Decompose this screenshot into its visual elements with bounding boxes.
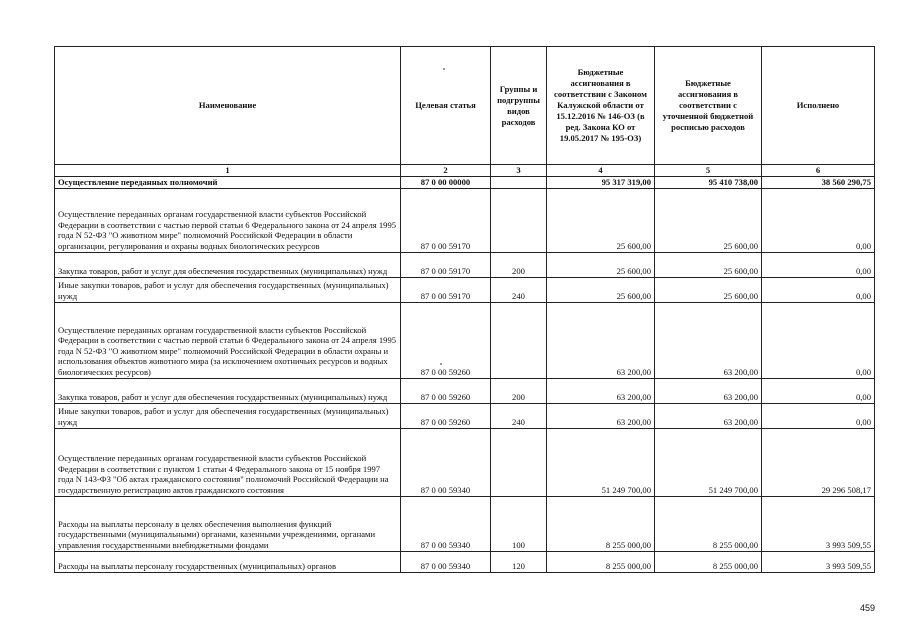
- row-target-code: 87 0 00 59340: [401, 496, 491, 551]
- row-target-code: 87 0 00 59340: [401, 551, 491, 572]
- row-law-amount: 25 600,00: [547, 252, 655, 277]
- row-group-code: 240: [491, 277, 547, 302]
- budget-table: [54, 46, 875, 573]
- column-number: 3: [491, 165, 547, 177]
- row-target-code: 87 0 00 59260: [401, 378, 491, 403]
- row-law-amount: 63 200,00: [547, 302, 655, 378]
- row-name: Осуществление переданных полномочий: [55, 177, 401, 189]
- row-executed-amount: 0,00: [762, 277, 875, 302]
- row-target-code: 87 0 00 59170: [401, 188, 491, 252]
- row-law-amount: 95 317 319,00: [547, 177, 655, 189]
- header-row: [55, 47, 875, 165]
- row-executed-amount: 0,00: [762, 252, 875, 277]
- row-group-code: [491, 188, 547, 252]
- header-group: Группы и подгруппы видов расходов: [491, 47, 547, 165]
- page-number: 459: [859, 603, 875, 613]
- row-executed-amount: 0,00: [762, 378, 875, 403]
- column-number: 6: [762, 165, 875, 177]
- row-roster-amount: 8 255 000,00: [655, 551, 762, 572]
- row-executed-amount: 0,00: [762, 403, 875, 428]
- row-executed-amount: 29 296 508,17: [762, 428, 875, 496]
- row-group-code: 120: [491, 551, 547, 572]
- row-group-code: 240: [491, 403, 547, 428]
- row-group-code: [491, 428, 547, 496]
- row-executed-amount: 3 993 509,55: [762, 551, 875, 572]
- row-law-amount: 25 600,00: [547, 277, 655, 302]
- header-target: Целевая статья: [401, 47, 491, 165]
- row-name: Расходы на выплаты персоналу в целях обеспечения выполнения функций государственными (муниципальными) органами, казенными учреждениями, органами управления государственными внебюджетными фондами: [55, 496, 401, 551]
- row-name: Расходы на выплаты персоналу государственных (муниципальных) органов: [55, 551, 401, 572]
- row-name: Закупка товаров, работ и услуг для обеспечения государственных (муниципальных) нужд: [55, 252, 401, 277]
- row-roster-amount: 95 410 738,00: [655, 177, 762, 189]
- table-body: [55, 177, 875, 573]
- row-name: Осуществление переданных органам государственной власти субъектов Российской Федерации в соответствии с частью первой статьи 6 Федерального закона от 24 апреля 1995 года N 52-ФЗ "О животном мире" полномочий Российской Федерации в области организации, регулирования и охраны водных биологических ресурсов: [55, 188, 401, 252]
- row-roster-amount: 25 600,00: [655, 252, 762, 277]
- row-target-code: 87 0 00 59340: [401, 428, 491, 496]
- row-roster-amount: 63 200,00: [655, 378, 762, 403]
- table-row: [55, 302, 875, 378]
- row-group-code: [491, 302, 547, 378]
- row-roster-amount: 63 200,00: [655, 302, 762, 378]
- row-group-code: 200: [491, 252, 547, 277]
- row-group-code: 100: [491, 496, 547, 551]
- row-executed-amount: 38 560 290,75: [762, 177, 875, 189]
- row-target-code: 87 0 00 59260: [401, 302, 491, 378]
- table-row: [55, 378, 875, 403]
- header-name: Наименование: [55, 47, 401, 165]
- row-executed-amount: 3 993 509,55: [762, 496, 875, 551]
- row-law-amount: 63 200,00: [547, 403, 655, 428]
- row-roster-amount: 25 600,00: [655, 188, 762, 252]
- row-name: Закупка товаров, работ и услуг для обеспечения государственных (муниципальных) нужд: [55, 378, 401, 403]
- row-law-amount: 63 200,00: [547, 378, 655, 403]
- row-roster-amount: 8 255 000,00: [655, 496, 762, 551]
- row-law-amount: 8 255 000,00: [547, 551, 655, 572]
- row-law-amount: 8 255 000,00: [547, 496, 655, 551]
- row-target-code: 87 0 00 59170: [401, 252, 491, 277]
- table-row: [55, 252, 875, 277]
- row-name: Иные закупки товаров, работ и услуг для обеспечения государственных (муниципальных) нужд: [55, 403, 401, 428]
- row-law-amount: 51 249 700,00: [547, 428, 655, 496]
- row-roster-amount: 51 249 700,00: [655, 428, 762, 496]
- column-number: 1: [55, 165, 401, 177]
- row-executed-amount: 0,00: [762, 302, 875, 378]
- row-roster-amount: 63 200,00: [655, 403, 762, 428]
- row-group-code: [491, 177, 547, 189]
- row-target-code: 87 0 00 00000: [401, 177, 491, 189]
- row-law-amount: 25 600,00: [547, 188, 655, 252]
- table-row: [55, 551, 875, 572]
- header-done: Исполнено: [762, 47, 875, 165]
- row-name: Осуществление переданных органам государственной власти субъектов Российской Федерации в соответствии с пунктом 1 статьи 4 Федерального закона от 15 ноября 1997 года N 143-ФЗ "Об актах гражданского состояния" полномочий Российской Федерации на государственную регистрацию актов гражданского состояния: [55, 428, 401, 496]
- column-number: 2: [401, 165, 491, 177]
- row-name: Иные закупки товаров, работ и услуг для обеспечения государственных (муниципальных) нужд: [55, 277, 401, 302]
- row-executed-amount: 0,00: [762, 188, 875, 252]
- table-row: [55, 428, 875, 496]
- row-roster-amount: 25 600,00: [655, 277, 762, 302]
- row-name: Осуществление переданных органам государственной власти субъектов Российской Федерации в соответствии с частью первой статьи 6 Федерального закона от 24 апреля 1995 года N 52-ФЗ "О животном мире" полномочий Российской Федерации в области охраны и использования объектов животного мира (за исключением охотничьих ресурсов и водных биологических ресурсов): [55, 302, 401, 378]
- header-roster: Бюджетные ассигнования в соответствии с уточненной бюджетной росписью расходов: [655, 47, 762, 165]
- column-number: 5: [655, 165, 762, 177]
- table-row: [55, 496, 875, 551]
- column-number: 4: [547, 165, 655, 177]
- row-group-code: 200: [491, 378, 547, 403]
- table-row: [55, 188, 875, 252]
- row-target-code: 87 0 00 59170: [401, 277, 491, 302]
- row-target-code: 87 0 00 59260: [401, 403, 491, 428]
- column-number-row: [55, 165, 875, 177]
- table-row: [55, 177, 875, 189]
- table-row: [55, 277, 875, 302]
- header-law: Бюджетные ассигнования в соответствии с Законом Калужской области от 15.12.2016 № 146-ОЗ (в ред. Закона КО от 19.05.2017 № 195-ОЗ): [547, 47, 655, 165]
- table-row: [55, 403, 875, 428]
